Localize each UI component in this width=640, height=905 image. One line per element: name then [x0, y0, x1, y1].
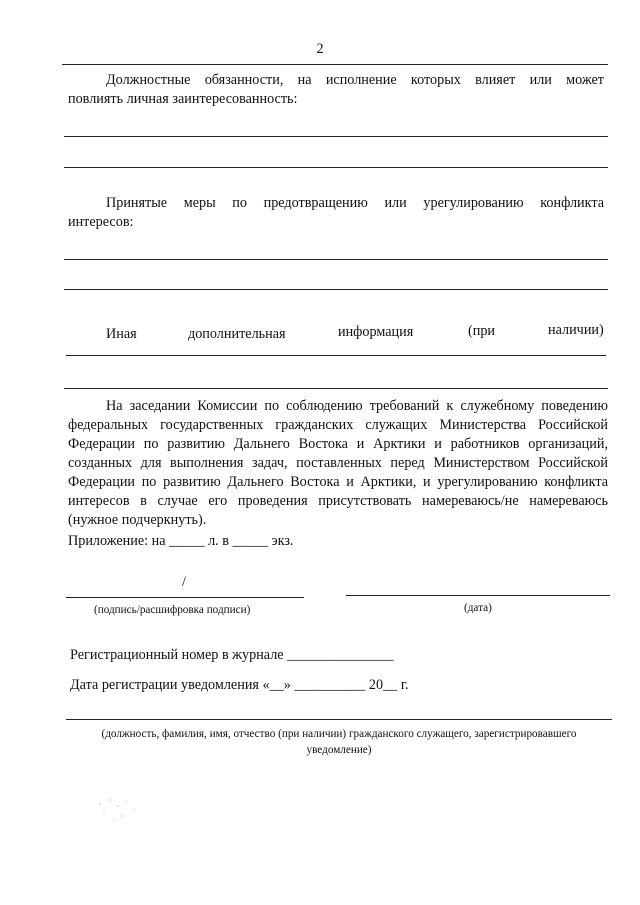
attachment-line: Приложение: на _____ л. в _____ экз. — [68, 533, 294, 549]
speckle-group — [99, 799, 134, 820]
commission-line-2: федеральных государственных гражданских служащих Министерства Российской — [68, 417, 608, 433]
signature-caption: (подпись/расшифровка подписи) — [94, 604, 251, 616]
date-line — [346, 595, 610, 596]
other-info-fill-line-2 — [64, 388, 608, 389]
other-info-word-3: информация — [338, 324, 414, 340]
other-info-word-5: наличии) — [548, 322, 604, 338]
measures-fill-line-2 — [64, 289, 608, 290]
page-number: 2 — [316, 41, 324, 57]
signature-slash: / — [182, 574, 186, 590]
measures-line-2: интересов: — [68, 214, 134, 230]
duties-fill-line-1 — [64, 136, 608, 137]
official-caption-line-2: уведомление) — [306, 744, 372, 756]
commission-line-6: интересов в случае его проведения присутствовать намереваюсь/не намереваюсь — [68, 493, 608, 509]
other-info-word-2: дополнительная — [188, 326, 286, 342]
duties-line-1: Должностные обязанности, на исполнение которых влияет или может — [106, 72, 604, 88]
signature-line — [66, 597, 304, 598]
other-info-word-1: Иная — [106, 326, 137, 342]
registration-date-line: Дата регистрации уведомления «__» __________ 20__ г. — [70, 677, 409, 693]
commission-line-5: Федерации по развитию Дальнего Востока и Арктики, и урегулированию конфликта — [68, 474, 608, 490]
commission-line-7: (нужное подчеркнуть). — [68, 512, 207, 528]
header-rule — [62, 64, 608, 65]
duties-fill-line-2 — [64, 167, 608, 168]
official-line — [66, 719, 612, 720]
commission-paragraph — [68, 397, 608, 530]
official-caption-line-1: (должность, фамилия, имя, отчество (при наличии) гражданского служащего, зарегистрировавшего — [101, 728, 577, 740]
measures-fill-line-1 — [64, 259, 608, 260]
scan-noise-speckles — [96, 796, 146, 826]
measures-line-1: Принятые меры по предотвращению или урегулированию конфликта — [106, 195, 604, 211]
duties-line-2: повлиять личная заинтересованность: — [68, 91, 298, 107]
commission-line-1: На заседании Комиссии по соблюдению требований к служебному поведению — [106, 398, 608, 414]
date-caption: (дата) — [464, 602, 492, 614]
other-info-fill-line-1 — [66, 355, 606, 356]
commission-line-4: созданных для выполнения задач, поставленных перед Министерством Российской — [68, 455, 608, 471]
other-info-word-4: (при — [468, 323, 496, 339]
commission-line-3: Федерации по развитию Дальнего Востока и Арктики и работников организаций, — [68, 436, 608, 452]
registration-number-line: Регистрационный номер в журнале _______________ — [70, 647, 394, 663]
